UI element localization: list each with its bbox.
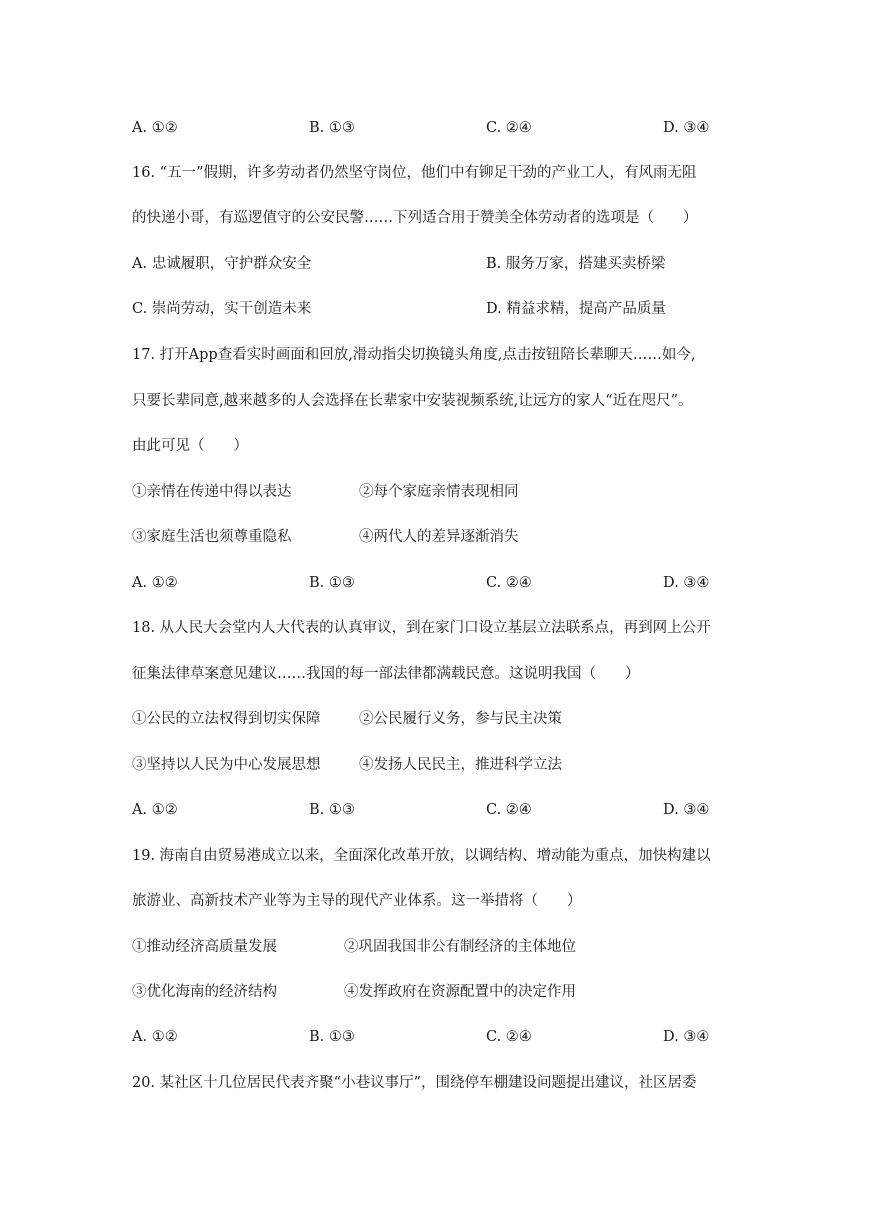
q18-statement-3: ③坚持以人民为中心发展思想 [132,757,321,773]
q19-option-b: B. ①③ [309,1029,355,1045]
q16-option-c: C. 崇尚劳动，实干创造未来 [132,301,312,317]
q19-stem-line-1: 19. 海南自由贸易港成立以来，全面深化改革开放，以调结构、增动能为重点，加快构建以 [132,848,711,864]
q15-option-c: C. ②④ [486,120,532,136]
q17-option-d: D. ③④ [663,575,710,591]
q18-statement-2: ②公民履行义务，参与民主决策 [359,711,562,727]
q19-statement-2: ②巩固我国非公有制经济的主体地位 [344,939,576,955]
q16-stem-line-2: 的快递小哥，有巡逻值守的公安民警……下列适合用于赞美全体劳动者的选项是（ ） [132,210,698,226]
q18-option-b: B. ①③ [309,802,355,818]
q16-option-a: A. 忠诚履职，守护群众安全 [132,256,312,272]
q17-statement-1: ①亲情在传递中得以表达 [132,484,292,500]
q20-stem-line-1: 20. 某社区十几位居民代表齐聚“小巷议事厅”，围绕停车棚建设问题提出建议，社区居委 [132,1075,697,1091]
q18-option-a: A. ①② [132,802,178,818]
q19-option-d: D. ③④ [663,1029,710,1045]
q18-statement-4: ④发扬人民民主，推进科学立法 [359,757,562,773]
q19-statement-3: ③优化海南的经济结构 [132,984,277,1000]
q17-stem-line-1: 17. 打开App查看实时画面和回放,滑动指尖切换镜头角度,点击按钮陪长辈聊天……如今, [132,347,696,363]
q18-stem-line-1: 18. 从人民大会堂内人大代表的认真审议，到在家门口设立基层立法联系点，再到网上公开 [132,620,711,636]
q17-statement-3: ③家庭生活也须尊重隐私 [132,529,292,545]
q19-option-a: A. ①② [132,1029,178,1045]
q17-stem-line-2: 只要长辈同意,越来越多的人会选择在长辈家中安装视频系统,让远方的家人“近在咫尺”。 [132,393,693,409]
q18-option-d: D. ③④ [663,802,710,818]
q17-option-b: B. ①③ [309,575,355,591]
q15-option-d: D. ③④ [663,120,710,136]
q19-statement-4: ④发挥政府在资源配置中的决定作用 [344,984,576,1000]
q17-statement-4: ④两代人的差异逐渐消失 [359,529,519,545]
q17-option-a: A. ①② [132,575,178,591]
q19-option-c: C. ②④ [486,1029,532,1045]
q15-option-a: A. ①② [132,120,178,136]
q18-stem-line-2: 征集法律草案意见建议……我国的每一部法律都满载民意。这说明我国（ ） [132,666,640,682]
q18-statement-1: ①公民的立法权得到切实保障 [132,711,321,727]
q17-stem-line-3: 由此可见（ ） [132,438,248,454]
q16-option-d: D. 精益求精，提高产品质量 [486,301,666,317]
q19-statement-1: ①推动经济高质量发展 [132,939,277,955]
q16-stem-line-1: 16. “五一”假期，许多劳动者仍然坚守岗位，他们中有铆足干劲的产业工人，有风雨无阻 [132,165,697,181]
q19-stem-line-2: 旅游业、高新技术产业等为主导的现代产业体系。这一举措将（ ） [132,893,582,909]
q18-option-c: C. ②④ [486,802,532,818]
q16-option-b: B. 服务万家，搭建买卖桥梁 [486,256,666,272]
q17-statement-2: ②每个家庭亲情表现相同 [359,484,519,500]
q17-option-c: C. ②④ [486,575,532,591]
q15-option-b: B. ①③ [309,120,355,136]
